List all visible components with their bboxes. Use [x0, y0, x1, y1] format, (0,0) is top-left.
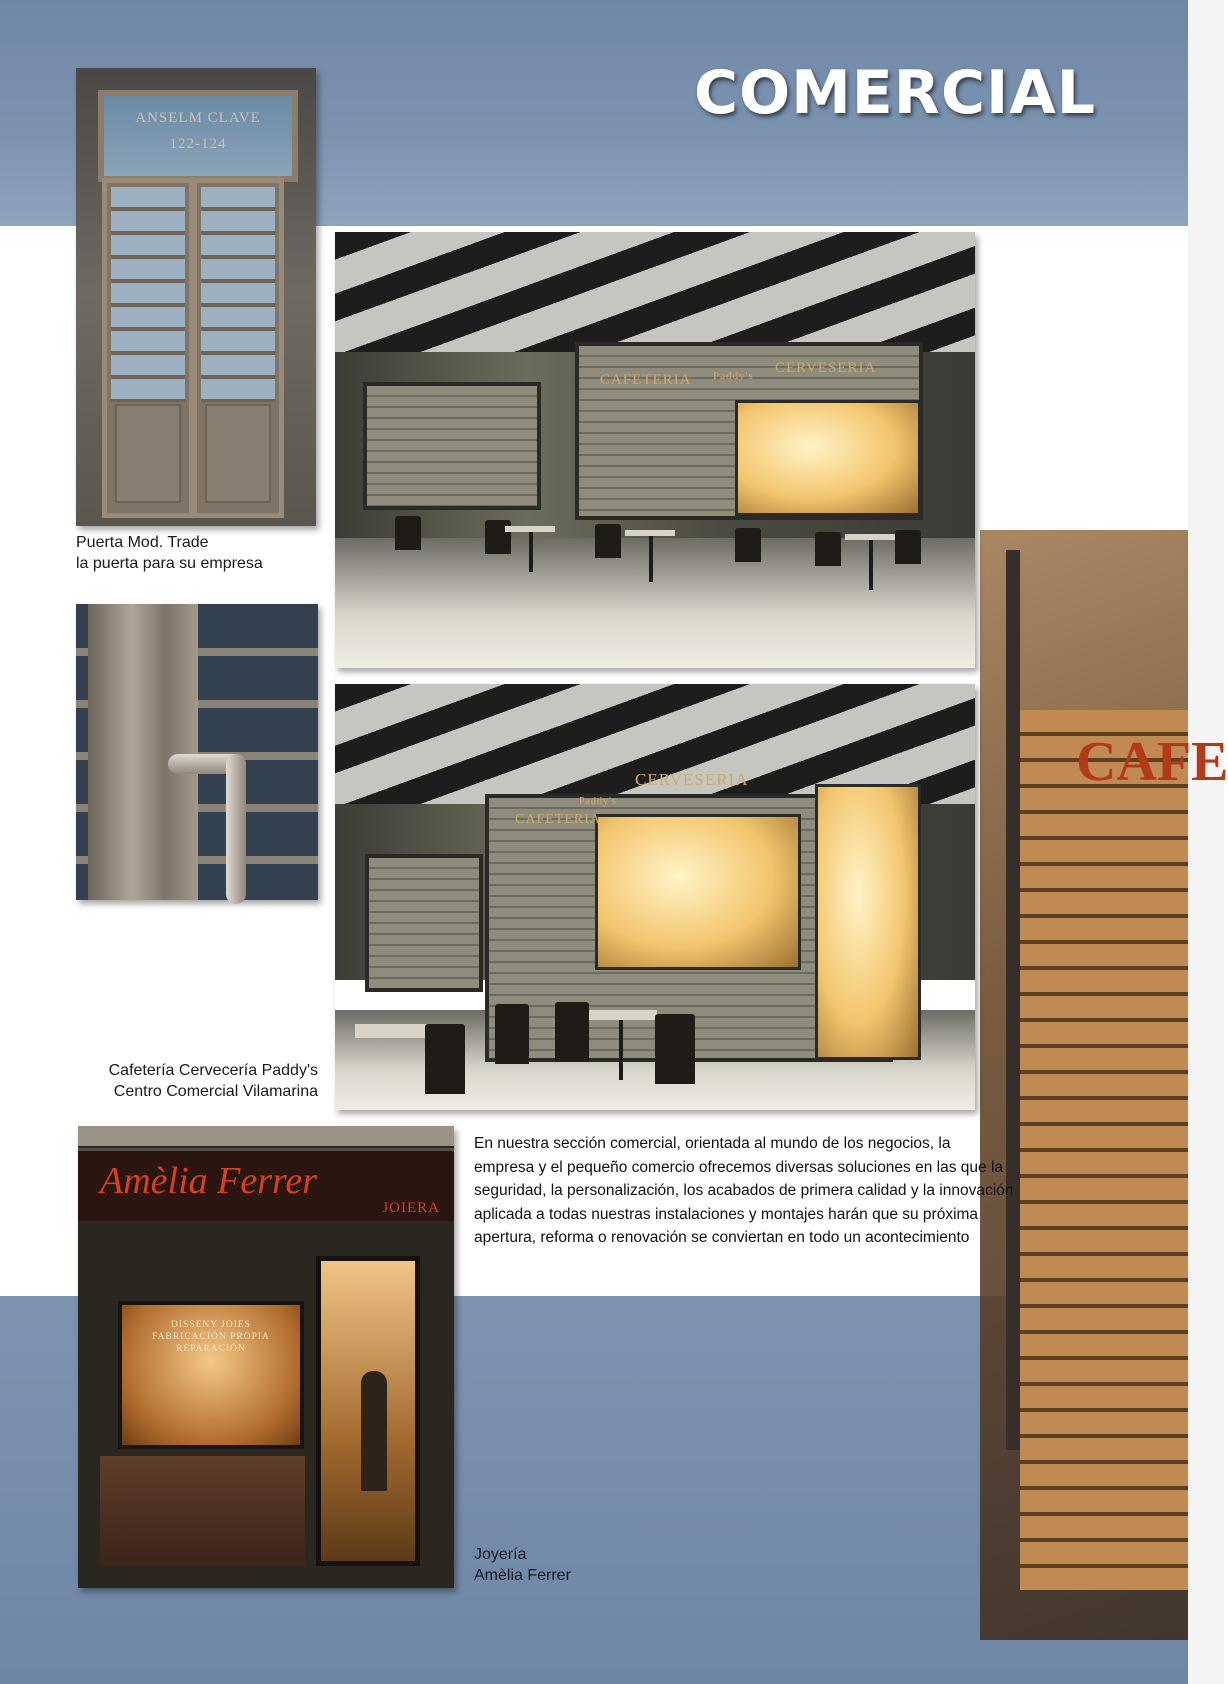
door-panel-left — [115, 404, 181, 503]
shop-display-window — [118, 1301, 304, 1449]
cafe1-sign-cerveseria: CERVESERIA — [775, 360, 877, 376]
cafe1-chair — [395, 516, 421, 550]
cafe1-ceiling — [335, 232, 975, 352]
cafe-closeup-sign: CAFE — [1076, 731, 1228, 793]
cafe2-table — [585, 1010, 657, 1020]
door-caption-line1: Puerta Mod. Trade — [76, 534, 209, 551]
cafe2-sign-cafeteria: CAFETERIA — [515, 812, 601, 827]
cafe2-table-leg — [619, 1020, 623, 1080]
cafe-closeup-frame — [1006, 550, 1020, 1450]
shop-caption — [474, 1544, 571, 1586]
cafe-closeup-shutter — [1020, 710, 1188, 1590]
cafe2-kiosk-left — [365, 854, 483, 992]
shop-caption-line2: Amèlia Ferrer — [474, 1567, 571, 1584]
shop-caption-line1: Joyería — [474, 1546, 527, 1563]
door-leaf-left — [102, 178, 194, 518]
cafe1-floor — [335, 538, 975, 668]
cafe2-chair — [655, 1014, 695, 1084]
cafe2-sign-paddys: Paddy's — [579, 796, 617, 807]
cafe1-table-leg — [649, 536, 653, 582]
shop-person-figure — [361, 1371, 387, 1491]
cafe1-chair — [815, 532, 841, 566]
door-leaf-right — [192, 178, 284, 518]
cafe-caption-line1: Cafetería Cervecería Paddy's — [108, 1062, 318, 1079]
door-glass-left — [111, 187, 185, 402]
door-caption-line2: la puerta para su empresa — [76, 555, 263, 572]
handle-frame — [88, 604, 198, 900]
cafe-photo-kiosk — [335, 684, 975, 1110]
door-panel-right — [205, 404, 271, 503]
door-transom — [98, 90, 298, 182]
cafe1-sign-cafeteria: CAFETERIA — [600, 372, 692, 388]
cafe2-side-window — [815, 784, 921, 1060]
shop-sign-type: JOIERA — [382, 1200, 440, 1216]
shop-lower-panel — [100, 1456, 305, 1566]
cafe-closeup-photo — [980, 530, 1228, 1640]
cafe1-kiosk-left — [363, 382, 541, 510]
door-glass-right — [201, 187, 275, 402]
cafe1-chair — [895, 530, 921, 564]
transom-text-line2: 122-124 — [169, 136, 227, 152]
cafe1-sign-paddys: Paddy's — [713, 370, 754, 382]
cafe1-chair — [735, 528, 761, 562]
page-edge — [1188, 0, 1224, 1684]
cafe2-chair — [425, 1024, 465, 1094]
cafe2-sign-cerveseria: CERVESERIA — [635, 770, 749, 789]
cafe-caption-line2: Centro Comercial Vilamarina — [113, 1083, 318, 1100]
page-title: COMERCIAL — [694, 58, 1096, 128]
intro-paragraph: En nuestra sección comercial, orientada al mundo de los negocios, la empresa y el pequeño comercio ofrecemos diversas soluciones en las que la seguridad, la personalización, los acabados de primera calidad y la innovación aplicada a todas nuestras instalaciones y montajes harán que su próxima apertura, reforma o renovación se conviertan en todo un acontecimiento — [474, 1135, 1014, 1246]
shop-sign — [78, 1148, 454, 1221]
cafe1-chair — [595, 524, 621, 558]
cafe1-table-leg — [869, 540, 873, 590]
door-photo — [76, 68, 316, 526]
shop-window-line1: DISSENY JOIES — [171, 1320, 251, 1330]
shop-window-line3: REPARACIÓN — [176, 1344, 246, 1354]
cafe-caption — [100, 1060, 318, 1102]
door-handle-photo — [76, 604, 318, 900]
transom-text-line1: ANSELM CLAVE — [135, 110, 261, 126]
cafe1-counter-window — [735, 400, 921, 516]
handle-bar-vertical — [226, 754, 246, 904]
shop-awning — [78, 1126, 454, 1146]
cafe2-chair — [555, 1002, 589, 1062]
door-caption — [76, 532, 263, 574]
cafe-photo-wide — [335, 232, 975, 668]
shop-window-line2: FABRICACIÓN PROPIA — [152, 1332, 270, 1342]
shop-door — [316, 1256, 420, 1566]
cafe2-counter-window — [595, 814, 801, 970]
cafe1-table-leg — [529, 532, 533, 572]
shop-sign-name: Amèlia Ferrer — [100, 1160, 318, 1202]
cafe2-chair — [495, 1004, 529, 1064]
jewelry-shop-photo — [78, 1126, 454, 1588]
